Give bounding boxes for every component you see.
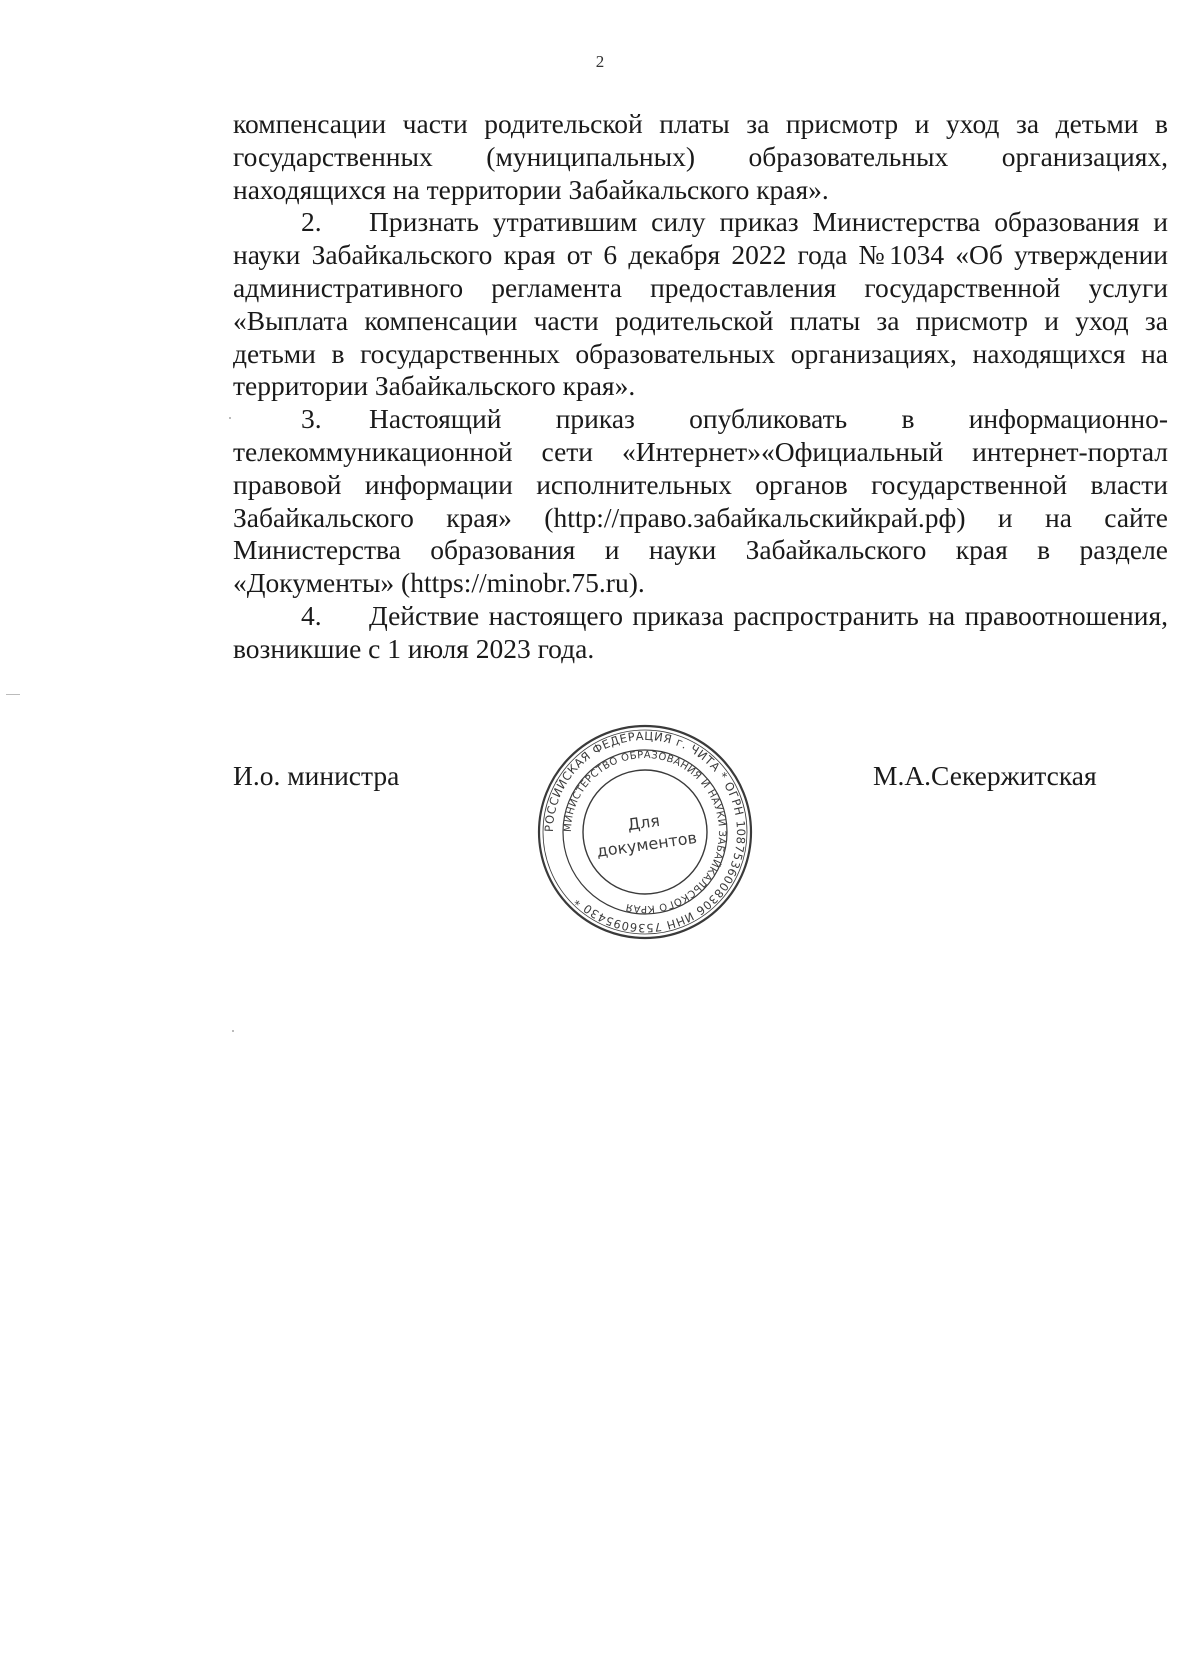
signer-name: М.А.Секержитская [873,760,1097,791]
scan-artifact [232,1030,234,1032]
paragraph-continuation: компенсации части родительской платы за присмотр и уход за детьми в государственных (муниципальных) образовательных организациях, находящихся на территории Забайкальского края». [233,108,1168,205]
item-number: 3. [301,403,322,435]
signer-title: И.о. министра [233,760,400,791]
document-body [233,108,1168,666]
seal-center-line1: Для [626,810,662,835]
item-number: 2. [301,206,322,238]
paragraph-item-3 [233,403,1168,600]
item-number: 4. [301,599,322,631]
seal-graphic [535,722,755,942]
page-number: 2 [595,52,605,71]
item-text: Настоящий приказ опубликовать в информационно-телекоммуникационной сети «Интернет»«Официальный интернет-портал правовой информации исполнительных органов государственной власти Забайкальского края» (http://право.забайкальскийкрай.рф) и на сайте Министерства образования и науки Забайкальского края в разделе «Документы» (https://minobr.75.ru). [233,403,1168,599]
seal-center-line2: документов [595,827,699,861]
seal-outer-textpath: РОССИЙСКАЯ ФЕДЕРАЦИЯ г. ЧИТА * ОГРН 1087536008306 ИНН 7536095430 * [541,728,749,936]
official-seal [535,722,755,942]
item-text: Признать утратившим силу приказ Министерства образования и науки Забайкальского края от 6 декабря 2022 года №1034 «Об утверждении административного регламента предоставления государственной услуги «Выплата компенсации части родительской платы за присмотр и уход за детьми в государственных образовательных организациях, находящихся на территории Забайкальского края». [233,206,1168,402]
scan-artifact [229,417,231,419]
paragraph-item-4 [233,600,1168,666]
scan-artifact [6,694,20,695]
paragraph-item-2 [233,206,1168,403]
signature-block [233,728,1168,960]
item-text: Действие настоящего приказа распространить на правоотношения, возникшие с 1 июля 2023 года. [233,599,1168,664]
seal-inner-textpath: МИНИСТЕРСТВО ОБРАЗОВАНИЯ И НАУКИ ЗАБАЙКАЛЬСКОГО КРАЯ [562,749,728,915]
